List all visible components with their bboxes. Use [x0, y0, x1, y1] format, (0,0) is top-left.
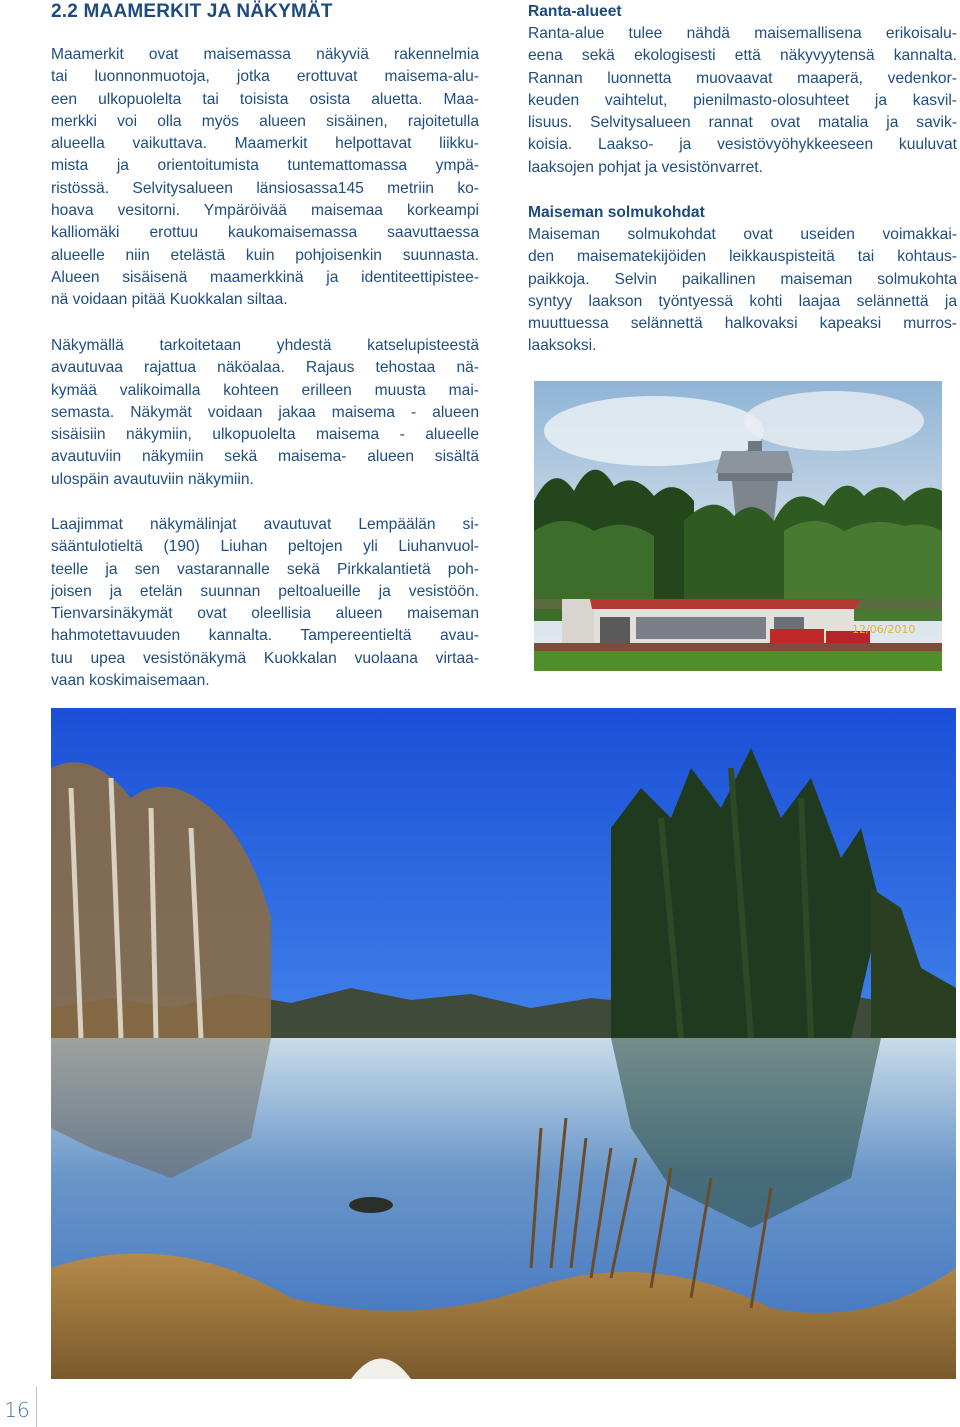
landscape-nodes-paragraph [528, 224, 957, 358]
text-line: Maamerkit ovat maisemassa näkyviä rakennelmia [51, 46, 479, 63]
text-line: hahmotettavuuden kannalta. Tampereentieltä avau- [51, 627, 479, 645]
text-line: Näkymällä tarkoitetaan yhdestä katselupisteestä [51, 337, 479, 354]
lake-landscape-photo [51, 708, 956, 1379]
text-line: avautuviin näkymiin sekä maisema- alueen sisältä [51, 448, 479, 466]
text-line: Ranta-alue tulee nähdä maisemallisena erikoisalu- [528, 25, 957, 42]
text-line: den maisematekijöiden leikkauspisteitä tai kohtaus- [528, 248, 957, 266]
text-line: semasta. Näkymät voidaan jakaa maisema - alueen [51, 403, 479, 421]
text-line: tuu upea vesistönäkymä Kuokkalan vuolaana virtaa- [51, 649, 479, 667]
text-line: avautuvaa rajattua näköalaa. Rajaus tehostaa nä- [51, 359, 479, 377]
text-line: Alueen sisäisenä maamerkkinä ja identiteettipistee- [51, 268, 479, 286]
text-line: mista ja orientoitumista tuntemattomassa ympä- [51, 157, 479, 175]
text-line: laaksojen pohjat ja vesistönvarret. [528, 158, 763, 176]
text-line: paikkoja. Selvin paikallinen maiseman solmukohta [528, 270, 957, 288]
text-line: muuttuessa selännettä halkovaksi kapeaksi murros- [528, 315, 957, 333]
landmarks-paragraph [51, 44, 479, 312]
text-line: syntyy laakson työntyessä kohti laajaa selännettä ja [528, 292, 957, 310]
landscape-nodes-heading: Maiseman solmukohdat [528, 204, 705, 221]
text-line: nä voidaan pitää Kuokkalan siltaa. [51, 291, 288, 309]
page-number: 16 [4, 1398, 30, 1422]
text-line: alueelle niin etelästä kuin pohjoisenkin suunnasta. [51, 246, 479, 264]
text-line: een ulkopuolelta tai toisista osista aluetta. Maa- [51, 90, 479, 108]
text-line: ulospäin avautuviin näkymiin. [51, 470, 254, 488]
text-line: Laajimmat näkymälinjat avautuvat Lempäälän si- [51, 516, 479, 533]
text-line: joisen ja etelän suunnan peltoalueille ja vesistöön. [51, 582, 479, 600]
text-line: Rannan luonnetta muovaavat maaperä, vedenkor- [528, 69, 957, 87]
text-line: lisuus. Selvitysalueen rannat ovat matalia ja savik- [528, 114, 957, 132]
text-line: kalliomäki erottuu kaukomaisemassa saavuttaessa [51, 224, 479, 242]
views-paragraph [51, 335, 479, 491]
text-line: ristössä. Selvitysalueen länsiosassa145 metriin ko- [51, 179, 479, 197]
shore-areas-heading: Ranta-alueet [528, 3, 622, 20]
text-line: keuden vaihtelut, pienilmasto-olosuhteet ja kasvil- [528, 91, 957, 109]
text-line: Tienvarsinäkymät ovat oleellisia alueen maiseman [51, 605, 479, 623]
text-line: koisia. Laakso- ja vesistövyöhykkeeseen kuuluvat [528, 136, 957, 154]
shore-areas-paragraph [528, 23, 957, 179]
view-lines-paragraph [51, 514, 479, 692]
text-line: tai luonnonmuotoja, jotka erottuvat maisema-alu- [51, 68, 479, 86]
text-line: sisäisiin näkymiin, ulkopuolelta maisema - alueelle [51, 426, 479, 444]
text-line: hoava vesitorni. Ympäröivää maisemaa korkeampi [51, 202, 479, 220]
text-line: eena sekä ekologisesti että näkyvyytensä kannalta. [528, 47, 957, 65]
text-line: laaksoksi. [528, 337, 597, 355]
water-tower-photo [534, 381, 942, 671]
text-line: Maiseman solmukohdat ovat useiden voimakkai- [528, 226, 957, 243]
photo-timestamp: 12/06/2010 [852, 623, 916, 636]
text-line: merkki voi olla myös alueen sisäinen, rajoitetulla [51, 112, 479, 130]
section-heading: 2.2 MAAMERKIT JA NÄKYMÄT [51, 1, 333, 22]
text-line: teelle ja sen vastarannalle sekä Pirkkalantietä poh- [51, 560, 479, 578]
text-line: alueella vaikuttava. Maamerkit helpottavat liikku- [51, 135, 479, 153]
text-line: kymää valikoimalla kohteen erilleen muusta mai- [51, 381, 479, 399]
text-line: sääntulotieltä (190) Liuhan peltojen yli Liuhanvuol- [51, 538, 479, 556]
text-line: vaan koskimaisemaan. [51, 672, 210, 690]
page-margin-rule [36, 1386, 37, 1427]
